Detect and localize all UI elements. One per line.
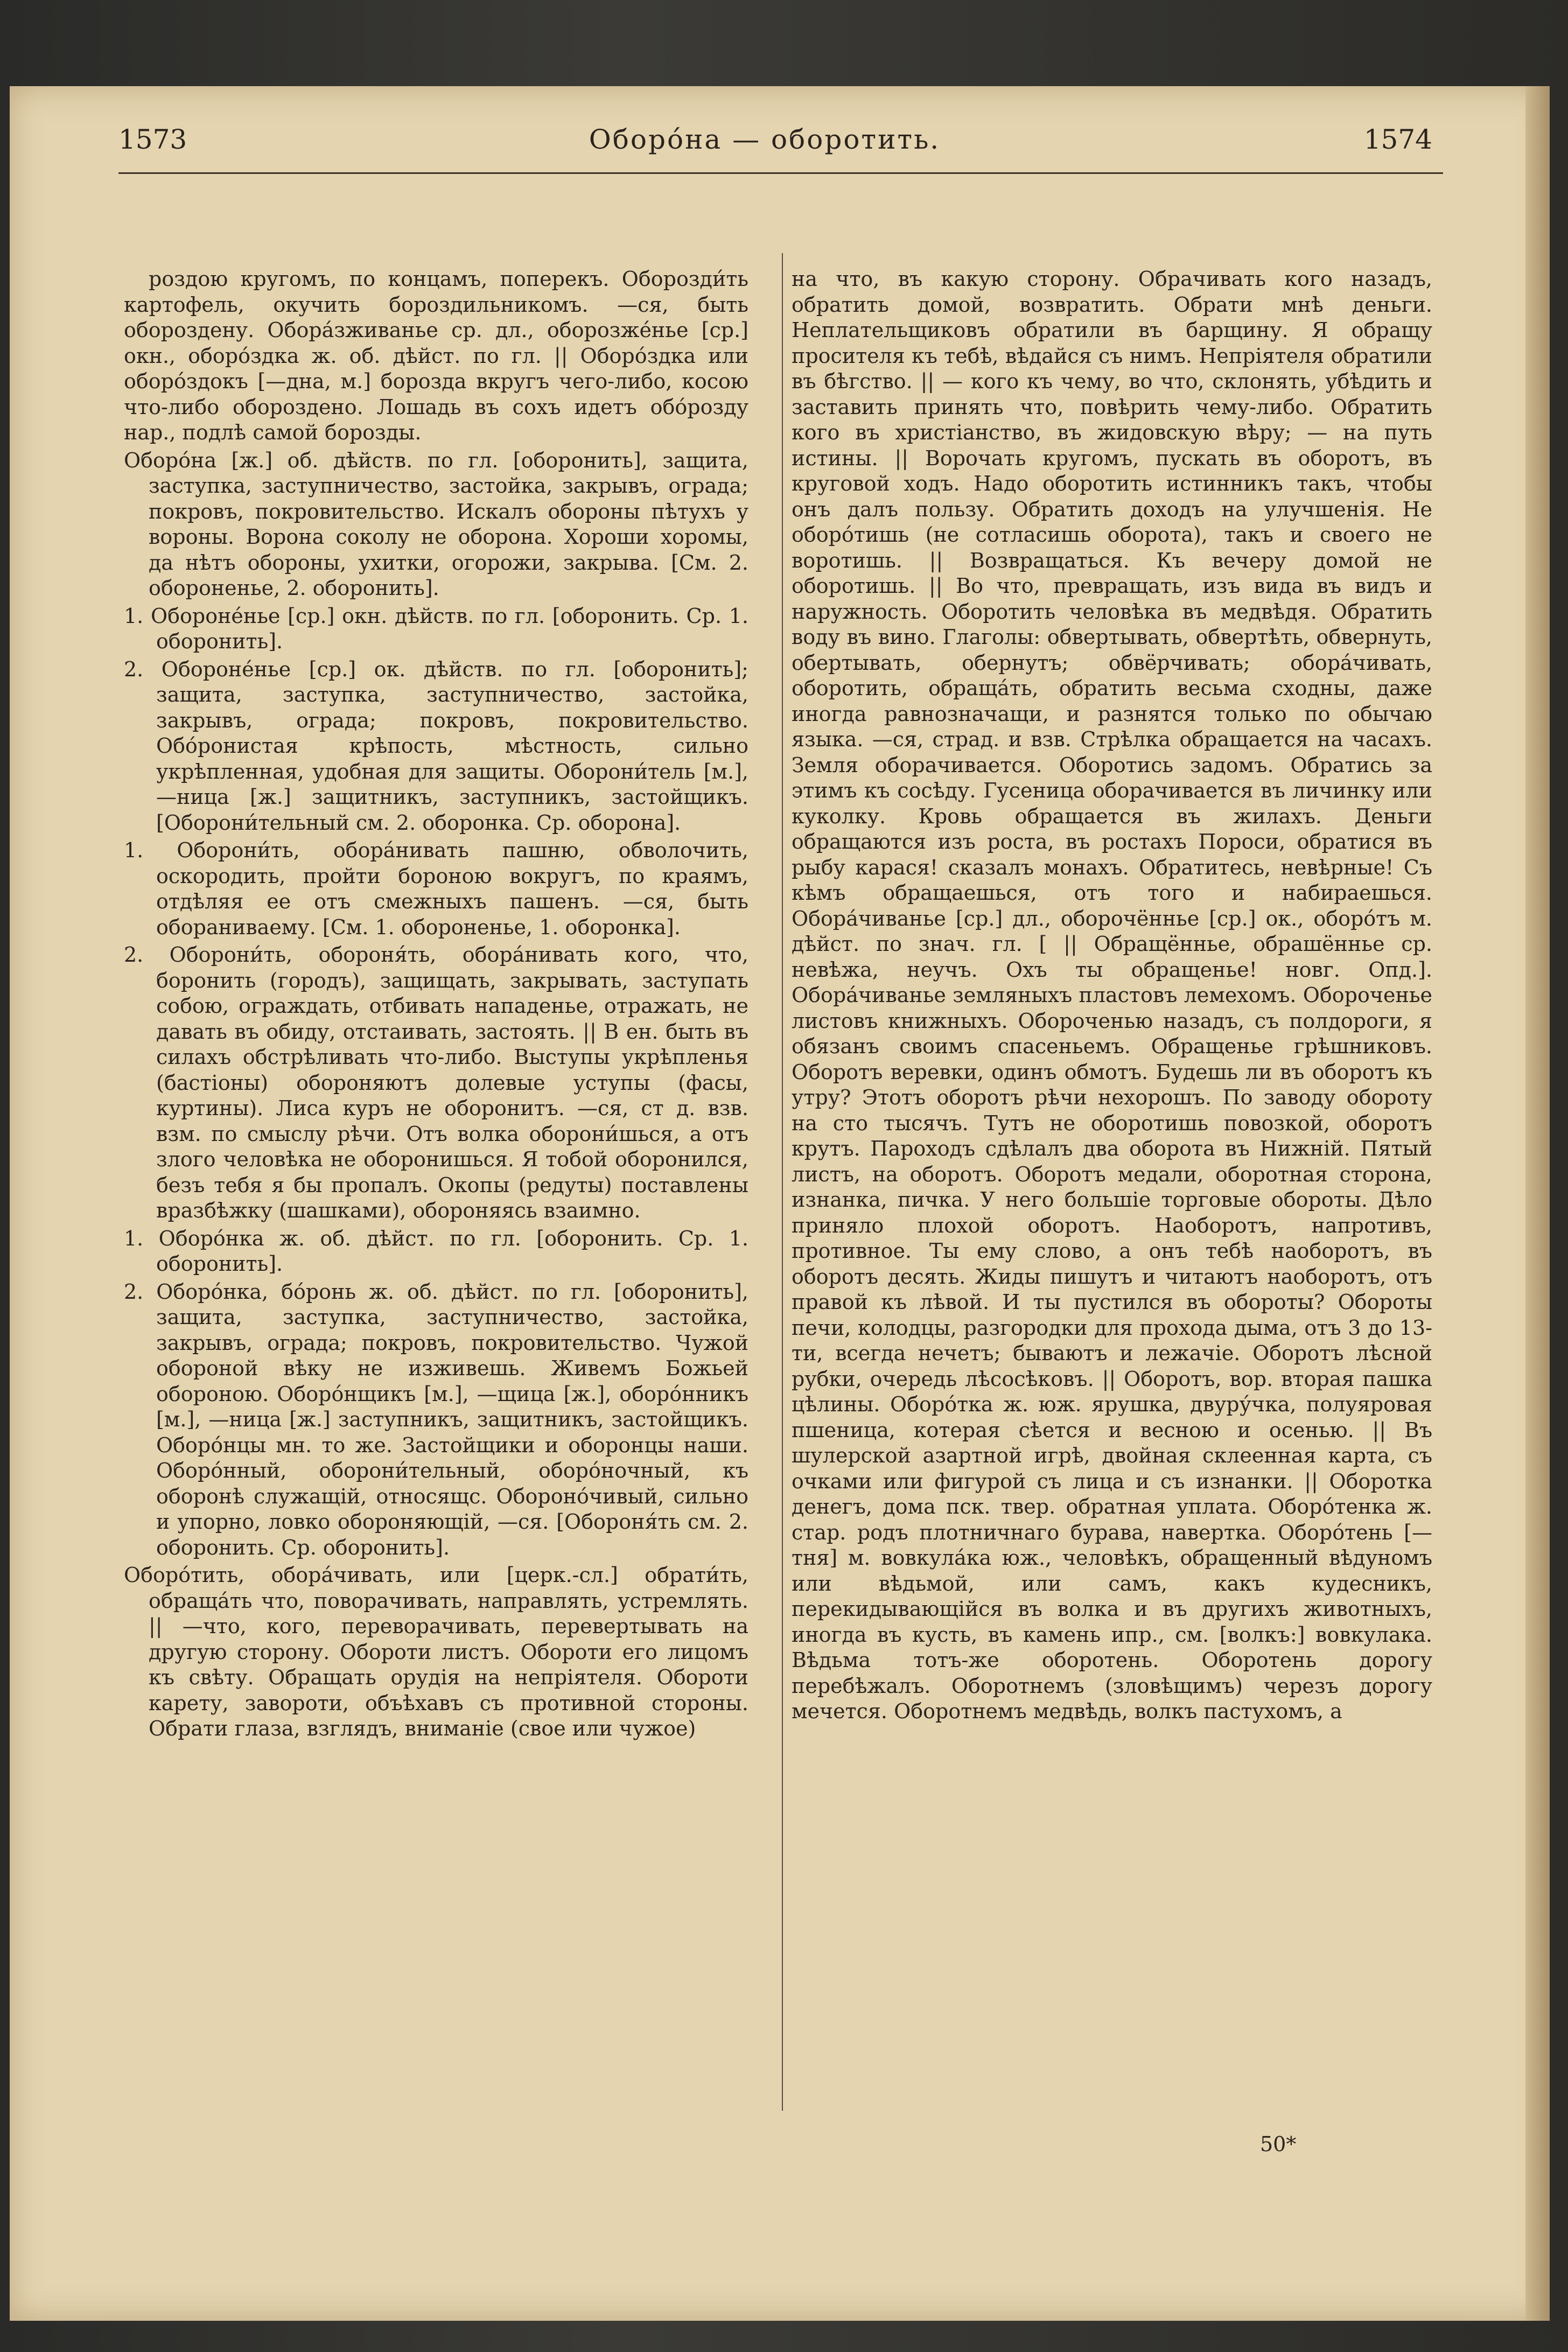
entry-oborotit-continued: на что, въ какую сторону. Обрачивать кого назадъ, обратить домой, возвратить. Обрати мнѣ деньги. Неплательщиковъ обратили въ барщину. Я обращу просителя къ тебѣ, вѣдайся съ нимъ. Непріятеля обратили въ бѣгство. || — кого къ чему, во что, склонять, убѣдить и заставить принять что, повѣрить чему-либо. Обратить кого въ христіанство, въ жидовскую вѣру; — на путь истины. || Ворочать кругомъ, пускать въ оборотъ, въ круговой ходъ. Надо оборотить истинникъ такъ, чтобы онъ далъ пользу. Обратить доходъ на улучшенія. Не оборо́тишь (не сотласишь оборота), такъ и своего не воротишь. || Возвращаться. Къ вечеру домой не оборотишь. || Во что, превращать, изъ вида въ видъ и наружность. Оборотить человѣка въ медвѣдя. Обратить воду въ вино. Глаголы: обвертывать, обвертѣть, обвернуть, обертывать, обернутъ; обвёрчивать; обора́чивать, оборотить, обраща́ть, обратить весьма сходны, даже иногда равнозначащи, и разнятся только по обычаю языка. —ся, страд. и взв. Стрѣлка обращается на часахъ. Земля оборачивается. Оборотись задомъ. Обратись за этимъ къ сосѣду. Гусеница оборачивается въ личинку или куколку. Кровь обращается въ жилахъ. Деньги обращаются изъ роста, въ ростахъ Пороси, обратися въ рыбу карася! сказалъ монахъ. Обратитесь, невѣрные! Съ кѣмъ обращаешься, отъ того и набираешься. Обора́чиванье [ср.] дл., оборочённье [ср.] ок., оборо́тъ м. дѣйст. по знач. гл. [ || Обращённье, обрашённье ср. невѣжа, неучъ. Охъ ты обращенье! новг. Опд.]. Обора́чиванье земляныхъ пластовъ лемехомъ. Обороченье листовъ книжныхъ. Обороченью назадъ, съ полдороги, я обязанъ своимъ спасеньемъ. Обращенье грѣшниковъ. Оборотъ веревки, одинъ обмотъ. Будешь ли въ оборотъ къ утру? Этотъ оборотъ рѣчи нехорошъ. По заводу обороту на сто тысячъ. Тутъ не оборотишь повозкой, оборотъ крутъ. Пароходъ сдѣлалъ два оборота въ Нижній. Пятый листъ, на оборотъ. Оборотъ медали, оборотная сторона, изнанка, пичка. У него большіе торговые обороты. Дѣло приняло плохой оборотъ. Наоборотъ, напротивъ, противное. Ты ему слово, а онъ тебѣ наоборотъ, въ оборотъ десять. Жиды пишутъ и читаютъ наоборотъ, отъ правой къ лѣвой. И ты пустился въ обороты? Обороты печи, колодцы, разгородки для прохода дыма, отъ 3 до 13-ти, всегда нечетъ; бываютъ и лежачіе. Оборотъ лѣсной рубки, очередь лѣсосѣковъ. || Оборотъ, вор. вторая пашка цѣлины. Оборо́тка ж. юж. ярушка, двуру́чка, полуяровая пшеница, котерая сѣется и весною и осенью. || Въ шулерской азартной игрѣ, двойная склеенная карта, съ очками или фигурой съ лица и съ изнанки. || Оборотка денегъ, дома пск. твер. обратная уплата. Оборо́тенка ж. стар. родъ плотничнаго бурава, навертка. Оборо́тень [— тня] м. вовкула́ка юж., человѣкъ, обращенный вѣдуномъ или вѣдьмой, или самъ, какъ кудесникъ, перекидывающійся въ волка и въ другихъ животныхъ, иногда въ кусть, въ камень ипр., см. [волкъ:] вовкулака. Вѣдьма тотъ-же оборотень. Оборотень дорогу перебѣжалъ. Оборотнемъ (зловѣщимъ) черезъ дорогу мечется. Оборотнемъ медвѣдь, волкъ пастухомъ, а — [792, 267, 1432, 1723]
entry-oboronka-2: 2. Оборо́нка, бо́ронь ж. об. дѣйст. по гл. [оборонить], защита, заступка, заступничество, застойка, закрывъ, ограда; покровъ, покровительство. Чужой обороной вѣку не изживешь. Живемъ Божьей обороною. Оборо́нщикъ [м.], —щица [ж.], оборо́нникъ [м.], —ница [ж.] заступникъ, защитникъ, застойщикъ. Оборо́нцы мн. то же. Застойщики и оборонцы наши. Оборо́нный, оборони́тельный, оборо́ночный, къ оборонѣ служащій, относящс. Обороно́чивый, сильно и упорно, ловко обороняющій, —ся. [Обороня́ть см. 2. оборонить. Ср. оборонить]. — [124, 1279, 748, 1559]
column-divider — [782, 253, 783, 2111]
entry-oboronenye-2: 2. Обороне́нье [ср.] ок. дѣйств. по гл. [оборонить]; защита, заступка, заступничество, застойка, закрывъ, ограда; покровъ, покровительство. Обо́ронистая крѣпость, мѣстность, сильно укрѣпленная, удобная для защиты. Оборони́тель [м.], —ница [ж.] защитникъ, заступникъ, застойщикъ. [Оборони́тельный см. 2. оборонка. Ср. оборона]. — [124, 657, 748, 835]
page-number-right: 1574 — [1363, 124, 1432, 155]
entry-oboronit-2: 2. Оборони́ть, обороня́ть, обора́нивать кого, что, боронить (городъ), защищать, закрывать, заступать собою, ограждать, отбивать нападенье, отражать, не давать въ обиду, отстаивать, застоять. || В ен. быть въ силахъ обстрѣливать что-либо. Выступы укрѣпленья (бастіоны) обороняютъ долевые уступы (фасы, куртины). Лиса куръ не оборонитъ. —ся, ст д. взв. взм. по смыслу рѣчи. Отъ волка оборони́шься, а отъ злого человѣка не оборонишься. Я тобой оборонился, безъ тебя я бы пропалъ. Окопы (редуты) поставлены вразбѣжку (шашками), обороняясь взаимно. — [124, 943, 748, 1222]
entry-oboronit-1: 1. Оборони́ть, обора́нивать пашню, обволочить, оскородить, пройти бороною вокругъ, по краямъ, отдѣляя ее отъ смежныхъ пашенъ. —ся, быть оборанивaему. [См. 1. обороненье, 1. оборонка]. — [124, 838, 748, 939]
signature-mark: 50* — [1260, 2132, 1297, 2156]
entry-oboronenye-1: 1. Обороне́нье [ср.] окн. дѣйств. по гл. [оборонить. Ср. 1. оборонить]. — [124, 604, 748, 653]
left-column — [124, 267, 748, 2130]
page-title: Оборо́на — оборотить. — [589, 124, 941, 155]
right-column — [792, 267, 1432, 2130]
page-number-left: 1573 — [118, 124, 187, 155]
running-head — [97, 124, 1432, 172]
entry-oborona: Оборо́на [ж.] об. дѣйств. по гл. [оборонить], защита, заступка, заступничество, застойка, закрывъ, ограда; покровъ, покровительство. Искалъ обороны пѣтухъ у вороны. Ворона соколу не оборона. Хороши хоромы, да нѣтъ обороны, ухитки, огорожи, закрыва. [См. 2. обороненье, 2. оборонить]. — [124, 448, 748, 600]
header-rule — [118, 172, 1443, 174]
page-edge — [1525, 86, 1550, 2321]
entry-oborotit: Оборо́тить, обора́чивать, или [церк.-сл.] обрати́ть, обраща́ть что, поворачивать, направлять, устремлять. || —что, кого, переворачивать, перевертывать на другую сторону. Обороти листъ. Обороти его лицомъ къ свѣту. Обращать орудія на непріятеля. Обороти карету, завороти, объѣхавъ съ противной стороны. Обрати глаза, взглядъ, вниманіе (свое или чужое) — [124, 1563, 748, 1740]
entry-continuation: роздою кругомъ, по концамъ, поперекъ. Оборозди́ть картофель, окучить бороздильникомъ. —ся, быть обороздену. Обора́зживанье ср. дл., оборозже́нье [ср.] окн., оборо́здка ж. об. дѣйст. по гл. || Оборо́здка или оборо́здокъ [—дна, м.] борозда вкругъ чего-либо, косою что-либо обороздено. Лошадь въ сохъ идетъ обо́розду нар., подлѣ самой борозды. — [124, 267, 748, 444]
entry-oboronka-1: 1. Оборо́нка ж. об. дѣйст. по гл. [оборонить. Ср. 1. оборонить]. — [124, 1226, 748, 1276]
